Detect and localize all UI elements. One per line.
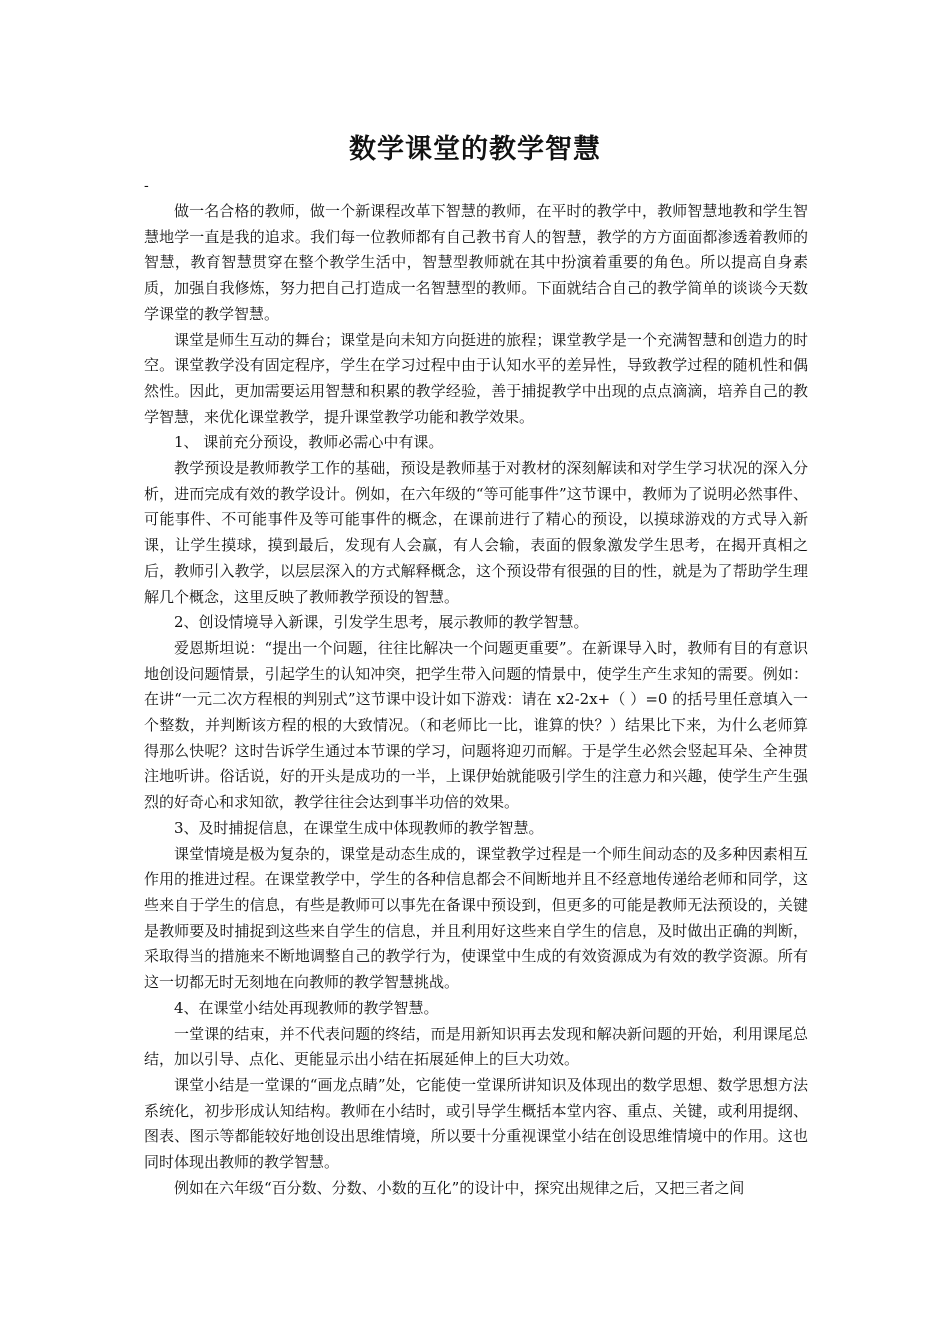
paragraph-section-3: 课堂情境是极为复杂的，课堂是动态生成的，课堂教学过程是一个师生间动态的及多种因素相互作用的推进过程。在课堂教学中，学生的各种信息都会不间断地并且不经意地传递给老师和同学，这些来自于学生的信息，有些是教师可以事先在备课中预设到，但更多的可能是教师无法预设的，关键是教师要及时捕捉到这些来自学生的信息，并且利用好这些来自学生的信息，及时做出正确的判断，采取得当的措施来不断地调整自己的教学行为，使课堂中生成的有效资源成为有效的教学资源。所有这一切都无时无刻地在向教师的教学智慧挑战。 <box>144 844 808 992</box>
paragraph-section-4b: 课堂小结是一堂课的“画龙点睛”处，它能使一堂课所讲知识及体现出的数学思想、数学思想方法系统化，初步形成认知结构。教师在小结时，或引导学生概括本堂内容、重点、关键，或利用提纲、图表、图示等都能较好地创设出思维情境，所以要十分重视课堂小结在创设思维情境中的作用。这也同时体现出教师的教学智慧。 <box>144 1075 808 1172</box>
section-heading-2: 2、创设情境导入新课，引发学生思考，展示教师的教学智慧。 <box>174 613 589 632</box>
paragraph-section-1: 教学预设是教师教学工作的基础，预设是教师基于对教材的深刻解读和对学生学习状况的深入分析，进而完成有效的教学设计。例如，在六年级的“等可能事件”这节课中，教师为了说明必然事件、可能事件、不可能事件及等可能事件的概念，在课前进行了精心的预设，以摸球游戏的方式导入新课，让学生摸球，摸到最后，发现有人会赢，有人会输，表面的假象激发学生思考，在揭开真相之后，教师引入教学，以层层深入的方式解释概念，这个预设带有很强的目的性，就是为了帮助学生理解几个概念，这里反映了教师教学预设的智慧。 <box>144 459 808 606</box>
section-heading-4: 4、在课堂小结处再现教师的教学智慧。 <box>174 998 439 1017</box>
paragraph-section-4a: 一堂课的结束，并不代表问题的终结，而是用新知识再去发现和解决新问题的开始，利用课尾总结，加以引导、点化、更能显示出小结在拓展延伸上的巨大功效。 <box>144 1024 808 1069</box>
document-title: 数学课堂的教学智慧 <box>349 134 601 165</box>
paragraph-section-4c: 例如在六年级“百分数、分数、小数的互化”的设计中，探究出规律之后，又把三者之间 <box>174 1178 745 1197</box>
document-body <box>144 199 808 1201</box>
paragraph-intro: 做一名合格的教师，做一个新课程改革下智慧的教师，在平时的教学中，教师智慧地教和学生智慧地学一直是我的追求。我们每一位教师都有自己教书育人的智慧，教学的方方面面都渗透着教师的智慧，教育智慧贯穿在整个教学生活中，智慧型教师就在其中扮演着重要的角色。所以提高自身素质，加强自我修炼，努力把自己打造成一名智慧型的教师。下面就结合自己的教学简单的谈谈今天数学课堂的教学智慧。 <box>144 202 808 323</box>
section-heading-1: 1、 课前充分预设，教师必需心中有课。 <box>174 433 444 452</box>
section-heading-3: 3、及时捕捉信息，在课堂生成中体现教师的教学智慧。 <box>174 818 544 837</box>
paragraph-section-2: 爱恩斯坦说：“提出一个问题，往往比解决一个问题更重要”。在新课导入时，教师有目的有意识地创设问题情景，引起学生的认知冲突，把学生带入问题的情景中，使学生产生求知的需要。例如：在讲“一元二次方程根的判别式”这节课中设计如下游戏：请在 x2-2x+（ ）=0 的括号里任意填入一个整数，并判断该方程的根的大致情况。（和老师比一比，谁算的快？）结果比下来，为什么老师算得那么快呢？这时告诉学生通过本节课的学习，问题将迎刃而解。于是学生必然会竖起耳朵、全神贯注地听讲。俗话说，好的开头是成功的一半，上课伊始就能吸引学生的注意力和兴趣，使学生产生强烈的好奇心和求知欲，教学往往会达到事半功倍的效果。 <box>144 638 808 812</box>
paragraph-classroom: 课堂是师生互动的舞台；课堂是向未知方向挺进的旅程；课堂教学是一个充满智慧和创造力的时空。课堂教学没有固定程序，学生在学习过程中由于认知水平的差异性，导致教学过程的随机性和偶然性。因此，更加需要运用智慧和积累的教学经验，善于捕捉教学中出现的点点滴滴，培养自己的教学智慧，来优化课堂教学，提升课堂教学功能和教学效果。 <box>144 330 808 426</box>
leading-marker: - <box>144 178 149 194</box>
